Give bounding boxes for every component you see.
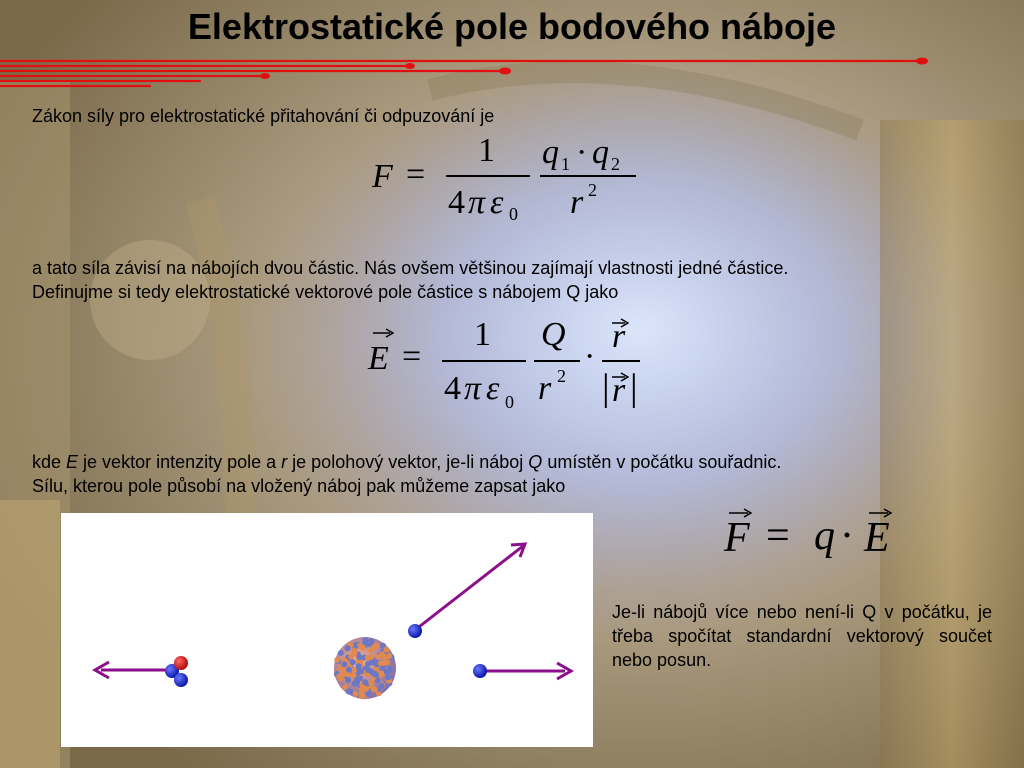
field-eq: = (402, 338, 422, 375)
para3-text-kde: kde (32, 452, 67, 472)
coulomb-four: 4 (448, 184, 465, 221)
nucleon (353, 691, 359, 697)
field-one: 1 (474, 316, 491, 353)
nucleon (363, 637, 369, 643)
charge-illustration-panel (61, 513, 593, 747)
field-bar-left: | (602, 367, 610, 409)
field-frac2 (534, 360, 580, 362)
coulomb-r: r (570, 184, 584, 221)
field-Q: Q (541, 316, 566, 353)
nucleon (357, 654, 363, 660)
para3-symbol-r: r (281, 452, 288, 472)
field-r-sq: 2 (557, 366, 566, 386)
left-charge-red (174, 656, 188, 670)
force-formula (722, 508, 922, 568)
force-eq: = (766, 513, 790, 559)
right-charge-blue (473, 664, 487, 678)
nucleon (348, 654, 354, 660)
nucleon (375, 654, 381, 660)
field-r: r (538, 370, 552, 407)
nucleon (346, 667, 352, 673)
nucleon (368, 680, 374, 686)
para3-text-vector: je vektor intenzity pole a (78, 452, 282, 472)
left-charge-blue-2 (174, 673, 188, 687)
field-frac3 (602, 360, 640, 362)
nucleon (338, 650, 344, 656)
nucleon (371, 644, 377, 650)
force-E: E (864, 515, 890, 561)
nucleon (378, 670, 384, 676)
intro-text: Zákon síly pro elektrostatické přitahování či odpuzování je (32, 106, 495, 126)
para3-symbol-E: E (66, 452, 79, 472)
coulomb-frac1 (446, 175, 530, 177)
para3-symbol-Q: Q (528, 452, 543, 472)
field-bar-right: | (630, 367, 638, 409)
field-pi: π (464, 370, 482, 407)
paragraph-three-line1 (32, 450, 1012, 474)
nucleon (383, 647, 389, 653)
paragraph-three (32, 450, 1012, 498)
nucleon (365, 661, 371, 667)
nucleon (350, 659, 356, 665)
coulomb-q1: q (542, 134, 559, 171)
nucleon (359, 693, 365, 699)
force-q: q (814, 513, 835, 559)
field-r-num: r (612, 318, 626, 355)
nucleon (368, 654, 374, 660)
paragraph-two-line1: a tato síla závisí na nábojích dvou částic. Nás ovšem většinou zajímají vlastnosti jedné částice. (32, 258, 789, 278)
coulomb-q2-sub: 2 (611, 154, 620, 174)
field-zero: 0 (505, 392, 514, 412)
left-force-arrow (95, 662, 173, 678)
nucleon (346, 689, 352, 695)
coulomb-eq: = (406, 156, 426, 193)
nucleon (375, 678, 381, 684)
slide-title: Elektrostatické pole bodového náboje (187, 6, 837, 47)
para3-text-origin: umístěn v počátku souřadnic. (542, 452, 782, 472)
nucleon (345, 645, 351, 651)
nucleon (363, 686, 369, 692)
nucleus (334, 637, 396, 699)
field-formula (366, 312, 666, 422)
nucleon (362, 679, 368, 685)
nucleon (379, 683, 385, 689)
nucleon (354, 680, 360, 686)
diagonal-charge-blue (408, 624, 422, 638)
paragraph-two-line2: Definujme si tedy elektrostatické vektorové pole částice s nábojem Q jako (32, 282, 619, 302)
paragraph-three-line2: Sílu, kterou pole působí na vložený náboj pak můžeme zapsat jako (32, 476, 566, 496)
nucleon (356, 663, 362, 669)
nucleon (334, 657, 340, 663)
coulomb-formula (370, 130, 650, 230)
nucleon (345, 677, 351, 683)
nucleon (360, 645, 366, 651)
coulomb-dot: · (576, 134, 588, 171)
field-E: E (368, 340, 389, 377)
field-eps: ε (486, 370, 500, 407)
field-four: 4 (444, 370, 461, 407)
field-dot: · (584, 338, 596, 375)
note-text: Je-li nábojů více nebo není-li Q v počátku, je třeba spočítat standardní vektorový součet nebo posun. (612, 602, 992, 670)
coulomb-q1-sub: 1 (561, 154, 570, 174)
diagonal-force-arrow (415, 544, 525, 630)
coulomb-frac2 (540, 175, 636, 177)
charge-illustration (61, 513, 593, 747)
field-frac1 (442, 360, 526, 362)
right-force-arrow (481, 663, 571, 679)
paragraph-two (32, 256, 1012, 304)
force-dot: · (840, 513, 854, 559)
nucleon (372, 687, 378, 693)
coulomb-q2: q (592, 134, 609, 171)
coulomb-zero: 0 (509, 204, 518, 224)
coulomb-F: F (372, 158, 393, 195)
coulomb-one: 1 (478, 132, 495, 169)
field-E-arrow (372, 328, 394, 338)
force-F: F (724, 515, 750, 561)
para3-text-position: je polohový vektor, je-li náboj (287, 452, 529, 472)
nucleon (382, 654, 388, 660)
coulomb-r-sq: 2 (588, 180, 597, 200)
nucleon (341, 661, 347, 667)
nucleon (336, 673, 342, 679)
field-r-den: r (612, 372, 626, 409)
coulomb-eps: ε (490, 184, 504, 221)
nucleon (371, 671, 377, 677)
nucleon (384, 660, 390, 666)
coulomb-pi: π (468, 184, 486, 221)
nucleon (385, 674, 391, 680)
